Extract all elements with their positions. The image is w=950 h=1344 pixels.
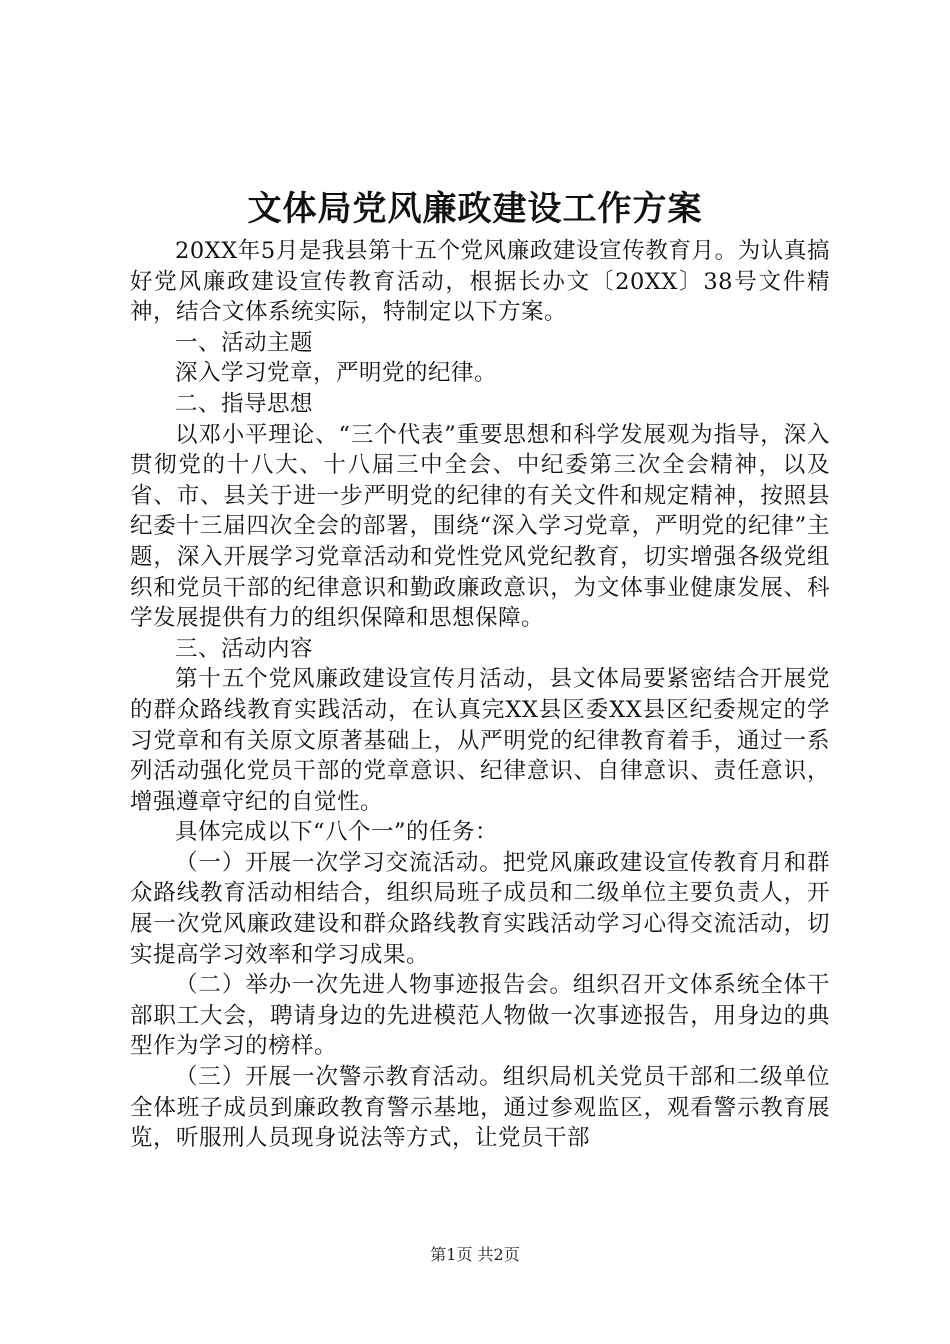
paragraph-guiding-thought: 以邓小平理论、“三个代表”重要思想和科学发展观为指导，深入贯彻党的十八大、十八届三中全会、中纪委第三次全会精神，以及省、市、县关于进一步严明党的纪律的有关文件和规定精神，按照县纪委十三届四次全会的部署，围绕“深入学习党章，严明党的纪律”主题，深入开展学习党章活动和党性党风党纪教育，切实增强各级党组织和党员干部的纪律意识和勤政廉政意识，为文体事业健康发展、科学发展提供有力的组织保障和思想保障。 bbox=[130, 421, 830, 632]
paragraph-task-1: （一）开展一次学习交流活动。把党风廉政建设宣传教育月和群众路线教育活动相结合，组织局班子成员和二级单位主要负责人，开展一次党风廉政建设和群众路线教育实践活动学习心得交流活动，切实提高学习效率和学习成果。 bbox=[130, 849, 830, 968]
paragraph-activity-content: 第十五个党风廉政建设宣传月活动，县文体局要紧密结合开展党的群众路线教育实践活动，在认真完XX县区委XX县区纪委规定的学习党章和有关原文原著基础上，从严明党的纪律教育着手，通过一系列活动强化党员干部的党章意识、纪律意识、自律意识、责任意识，增强遵章守纪的自觉性。 bbox=[130, 666, 830, 815]
heading-activity-content: 三、活动内容 bbox=[175, 635, 314, 662]
heading-guiding-thought: 二、指导思想 bbox=[175, 390, 314, 417]
paragraph-theme: 深入学习党章，严明党的纪律。 bbox=[175, 360, 498, 387]
document-title: 文体局党风廉政建设工作方案 bbox=[247, 189, 703, 229]
document-body bbox=[130, 236, 830, 1154]
paragraph-intro: 20XX年5月是我县第十五个党风廉政建设宣传教育月。为认真搞好党风廉政建设宣传教育活动，根据长办文〔20XX〕38号文件精神，结合文体系统实际，特制定以下方案。 bbox=[130, 238, 830, 326]
paragraph-task-3: （三）开展一次警示教育活动。组织局机关党员干部和二级单位全体班子成员到廉政教育警示基地，通过参观监区，观看警示教育展览，听服刑人员现身说法等方式，让党员干部 bbox=[130, 1064, 830, 1152]
heading-activity-theme: 一、活动主题 bbox=[175, 329, 314, 356]
paragraph-task-2: （二）举办一次先进人物事迹报告会。组织召开文体系统全体干部职工大会，聘请身边的先进模范人物做一次事迹报告，用身边的典型作为学习的榜样。 bbox=[130, 972, 830, 1060]
page-footer: 第1页 共2页 bbox=[430, 1245, 520, 1264]
paragraph-tasks-intro: 具体完成以下“八个一”的任务： bbox=[175, 819, 499, 846]
